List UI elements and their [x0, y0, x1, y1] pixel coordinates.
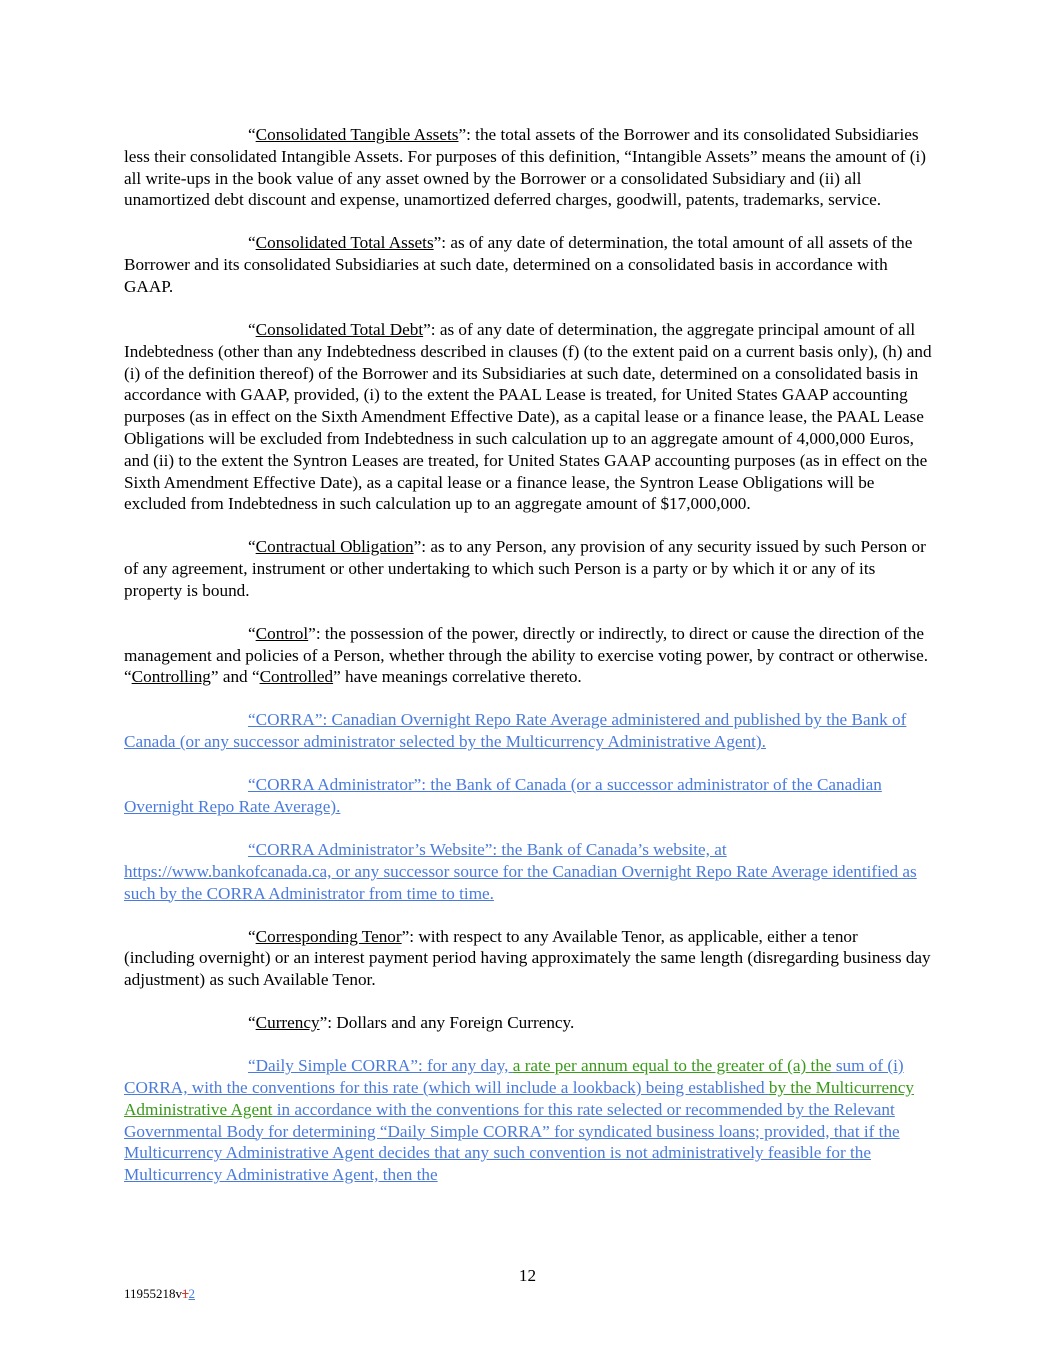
- definition-text: : as to any Person, any provision of any security issued by such Person or of any agreement, instrument or other undertaking to which such Person is a party or by which it or any of its property is bound.: [124, 537, 926, 600]
- document-body: [124, 124, 932, 1207]
- defined-term: Consolidated Total Assets: [255, 233, 434, 253]
- definition-daily-simple-corra-inserted: [124, 1055, 932, 1186]
- deleted-version: 1: [182, 1286, 189, 1301]
- definition-consolidated-total-debt: “Consolidated Total Debt”: as of any date of determination, the aggregate principal amount of all Indebtedness (other than any Indebtedness described in clauses (f) (to the extent paid on a current basis only), (h) and (i) of the definition thereof) of the Borrower and its Subsidiaries at such date, determined on a consolidated basis in accordance with GAAP, provided, (i) to the extent the PAAL Lease is treated, for United States GAAP accounting purposes (as in effect on the Sixth Amendment Effective Date), as a capital lease or a finance lease, the PAAL Lease Obligations will be excluded from Indebtedness in such calculation up to an aggregate amount of 4,000,000 Euros, and (ii) to the extent the Syntron Leases are treated, for United States GAAP accounting purposes (as in effect on the Sixth Amendment Effective Date), as a capital lease or a finance lease, the Syntron Lease Obligations will be excluded from Indebtedness in such calculation up to an aggregate amount of $17,000,000.: [124, 319, 932, 514]
- document-id: [124, 1286, 195, 1302]
- definition-corresponding-tenor: “Corresponding Tenor”: with respect to any Available Tenor, as applicable, either a tenor (including overnight) or an interest payment period having approximately the same length (disregarding business day adjustment) as such Available Tenor.: [124, 926, 931, 990]
- moved-text: by the Multicurrency Administrative Agent: [124, 1077, 914, 1119]
- inserted-text: “CORRA”: Canadian Overnight Repo Rate Average administered and published by the Bank of Canada (or any successor administrator selected by the Multicurrency Administrative Agent).: [124, 710, 907, 752]
- defined-term: Corresponding Tenor: [255, 926, 402, 946]
- defined-term: Consolidated Total Debt: [255, 319, 424, 339]
- inserted-text: sum of (i) CORRA, with the conventions for this rate (which will include a lookback) being established: [124, 1056, 904, 1097]
- definition-text: : Dollars and any Foreign Currency.: [327, 1013, 575, 1033]
- definition-corra-inserted: [124, 709, 932, 753]
- definition-corra-website-inserted: [124, 839, 932, 904]
- defined-term: Controlled: [259, 667, 334, 687]
- definition-corra-administrator-inserted: [124, 774, 932, 818]
- definition-control: “Control”: the possession of the power, directly or indirectly, to direct or cause the direction of the management and policies of a Person, whether through the ability to exercise voting power, by contract or otherwise. “Controlling” and “Controlled” have meanings correlative thereto.: [124, 623, 929, 687]
- definition-text: : the possession of the power, directly or indirectly, to direct or cause the direction of the management and policies of a Person, whether through the ability to exercise voting power, by contract or otherwise. “: [124, 623, 929, 687]
- definition-consolidated-tangible-assets: “Consolidated Tangible Assets”: the total assets of the Borrower and its consolidated Subsidiaries less their consolidated Intangible Assets. For purposes of this definition, “Intangible Assets” means the amount of (i) all write-ups in the book value of any asset owned by the Borrower or a consolidated Subsidiary and (ii) all unamortized debt discount and expense, unamortized deferred charges, goodwill, patents, trademarks, service.: [124, 125, 926, 210]
- moved-text: a rate per annum equal to the greater of (a) the: [512, 1056, 832, 1076]
- defined-term: Currency: [255, 1013, 320, 1033]
- inserted-version: 2: [188, 1286, 196, 1301]
- defined-term: Contractual Obligation: [255, 537, 414, 557]
- definition-text: : with respect to any Available Tenor, as applicable, either a tenor (including overnight) or an interest payment period having approximately the same length (disregarding business day adjustment) as such Available Tenor.: [124, 926, 931, 990]
- inserted-text: “Daily Simple CORRA”: for any day,: [248, 1056, 513, 1076]
- defined-term: Consolidated Tangible Assets: [255, 125, 459, 144]
- inserted-text: “CORRA Administrator”: the Bank of Canada (or a successor administrator of the Canadian Overnight Repo Rate Average).: [124, 775, 882, 817]
- definition-text: ” and “: [210, 667, 260, 687]
- definition-text: : as of any date of determination, the total amount of all assets of the Borrower and its consolidated Subsidiaries at such date, determined on a consolidated basis in accordance with GAAP.: [124, 233, 913, 296]
- definition-text: : as of any date of determination, the aggregate principal amount of all Indebtedness (other than any Indebtedness described in clauses (f) (to the extent paid on a current basis only), (h) and (i) of the definition thereof) of the Borrower and its Subsidiaries at such date, determined on a consolidated basis in accordance with GAAP, provided, (i) to the extent the PAAL Lease is treated, for United States GAAP accounting purposes (as in effect on the Sixth Amendment Effective Date), as a capital lease or a finance lease, the PAAL Lease Obligations will be excluded from Indebtedness in such calculation up to an aggregate amount of 4,000,000 Euros, and (ii) to the extent the Syntron Leases are treated, for United States GAAP accounting purposes (as in effect on the Sixth Amendment Effective Date), as a capital lease or a finance lease, the Syntron Lease Obligations will be excluded from Indebtedness in such calculation up to an aggregate amount of $17,000,000.: [124, 319, 932, 514]
- page-number: 12: [518, 1266, 537, 1285]
- definition-consolidated-total-assets: “Consolidated Total Assets”: as of any date of determination, the total amount of all assets of the Borrower and its consolidated Subsidiaries at such date, determined on a consolidated basis in accordance with GAAP.: [124, 233, 913, 296]
- definition-text: : the total assets of the Borrower and its consolidated Subsidiaries less their consolidated Intangible Assets. For purposes of this definition, “Intangible Assets” means the amount of (i) all write-ups in the book value of any asset owned by the Borrower or a consolidated Subsidiary and (ii) all unamortized debt discount and expense, unamortized deferred charges, goodwill, patents, trademarks, service.: [124, 125, 926, 210]
- definition-contractual-obligation: “Contractual Obligation”: as to any Person, any provision of any security issued by such Person or of any agreement, instrument or other undertaking to which such Person is a party or by which it or any of its property is bound.: [124, 537, 926, 600]
- inserted-text: in accordance with the conventions for this rate selected or recommended by the Relevant Governmental Body for determining “Daily Simple CORRA” for syndicated business loans; provided, that if the Multicurrency Administrative Agent decides that any such convention is not administratively feasible for the Multicurrency Administrative Agent, then the: [124, 1099, 900, 1185]
- inserted-text: “CORRA Administrator’s Website”: the Bank of Canada’s website, at https://www.bankofcanada.ca, or any successor source for the Canadian Overnight Repo Rate Average identified as such by the CORRA Administrator from time to time.: [124, 840, 917, 903]
- defined-term: Controlling: [131, 667, 211, 687]
- definition-text: ” have meanings correlative thereto.: [333, 667, 582, 687]
- definition-currency: “Currency”: Dollars and any Foreign Currency.: [248, 1013, 575, 1033]
- defined-term: Control: [255, 623, 309, 643]
- document-id-text: 11955218v: [124, 1286, 183, 1301]
